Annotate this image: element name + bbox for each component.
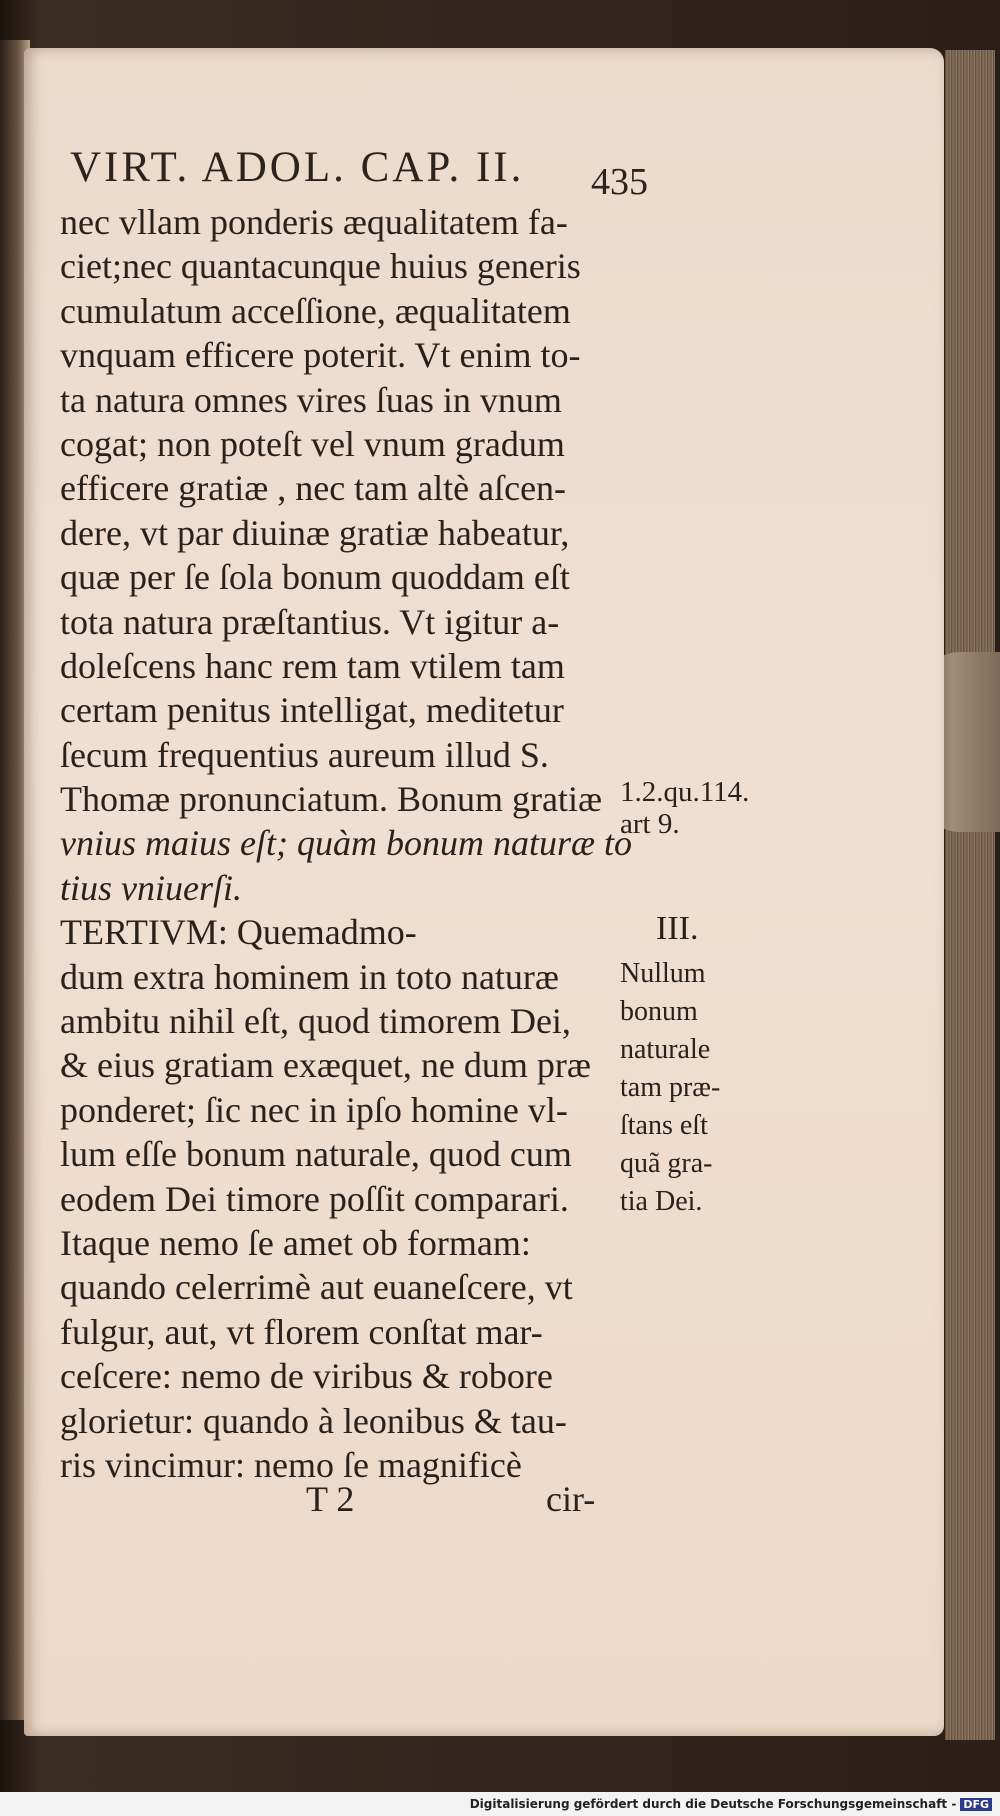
text-line: ciet;nec quantacunque huius generis — [60, 246, 581, 287]
summary-line: bonum — [620, 996, 698, 1027]
text-line: Itaque nemo ſe amet ob formam: — [60, 1222, 531, 1263]
text-line: cogat; non poteſt vel vnum gradum — [60, 423, 565, 464]
text-line-italic — [60, 866, 660, 910]
text-line: fulgur, aut, vt florem conſtat mar- — [60, 1311, 543, 1352]
summary-line: tia Dei. — [620, 1186, 703, 1217]
text-line: glorietur: quando à leonibus & tau- — [60, 1400, 567, 1441]
text-line-italic — [60, 821, 660, 865]
margin-summary — [620, 955, 820, 1221]
page-fore-edge — [945, 50, 995, 1740]
text-line: dum extra hominem in toto naturæ — [60, 956, 559, 997]
citation-line: 1.2.qu.114. — [620, 776, 750, 808]
text-line: ris vincimur: nemo ſe magnificè — [60, 1444, 522, 1485]
summary-line: quã gra- — [620, 1148, 713, 1179]
body-text — [60, 200, 660, 1487]
dfg-logo: DFG — [960, 1798, 992, 1811]
italic-quote: tius vniuerſi. — [60, 867, 242, 908]
text-line: tota natura præſtantius. Vt igitur a- — [60, 601, 560, 642]
text-line: quando celerrimè aut euaneſcere, vt — [60, 1267, 573, 1308]
text-line: vnquam efficere poterit. Vt enim to- — [60, 335, 581, 376]
text-line: efficere gratiæ , nec tam altè aſcen- — [60, 468, 567, 509]
text-line: certam penitus intelligat, meditetur — [60, 690, 564, 731]
text-line: quæ per ſe ſola bonum quoddam eſt — [60, 557, 570, 598]
text-line: ambitu nihil eſt, quod timorem Dei, — [60, 1001, 571, 1042]
section-numeral: III. — [656, 910, 699, 947]
text-line: & eius gratiam exæquet, ne dum præ — [60, 1045, 591, 1086]
text-line: doleſcens hanc rem tam vtilem tam — [60, 645, 565, 686]
citation-line: art 9. — [620, 808, 680, 840]
text-line: eodem Dei timore poſſit comparari. — [60, 1178, 569, 1219]
summary-line: Nullum — [620, 958, 706, 989]
running-title: VIRT. ADOL. CAP. II. — [70, 144, 525, 191]
text-line: cumulatum acceſſione, æqualitatem — [60, 290, 571, 331]
catchword: cir- — [546, 1479, 596, 1519]
text-line: ſecum frequentius aureum illud S. — [60, 734, 549, 775]
text-line: ponderet; ſic nec in ipſo homine vl- — [60, 1089, 568, 1130]
text-line: dere, vt par diuinæ gratiæ habeatur, — [60, 512, 570, 553]
text-line: TERTIVM: Quemadmo- — [60, 912, 417, 953]
summary-line: naturale — [620, 1034, 711, 1065]
summary-line: ſtans eſt — [620, 1110, 708, 1141]
italic-quote: vnius maius eſt; quàm bonum naturæ to — [60, 823, 632, 864]
text-line: ceſcere: nemo de viribus & robore — [60, 1356, 553, 1397]
text-line: ta natura omnes vires ſuas in vnum — [60, 379, 562, 420]
margin-citation — [620, 776, 820, 840]
summary-line: tam præ- — [620, 1072, 721, 1103]
credit-text: Digitalisierung gefördert durch die Deutsche Forschungsgemeinschaft - — [469, 1797, 957, 1811]
text-line: Thomæ pronunciatum. Bonum gratiæ — [60, 779, 602, 820]
footer-credit — [470, 1797, 992, 1811]
text-line: lum eſſe bonum naturale, quod cum — [60, 1134, 572, 1175]
signature-mark: T 2 — [306, 1479, 355, 1519]
text-line: nec vllam ponderis æqualitatem fa- — [60, 202, 568, 242]
page-number: 435 — [591, 161, 648, 203]
